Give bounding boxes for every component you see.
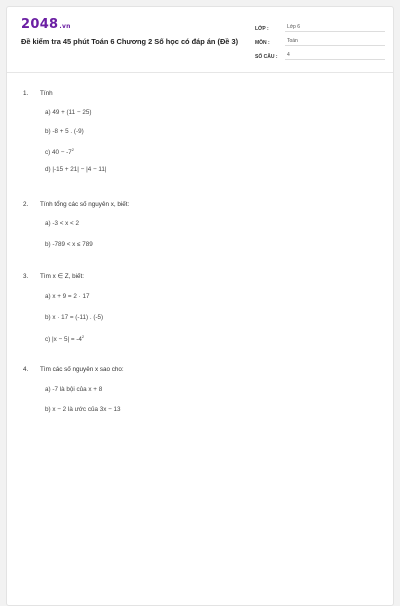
- question-item-text: c) |x − 5| = -4: [45, 336, 82, 344]
- question-item: a) 49 + (11 − 25): [45, 109, 92, 116]
- question-1: [23, 90, 373, 97]
- question-item: d) |-15 + 21| − |4 − 11|: [45, 166, 107, 173]
- question-4: [23, 366, 373, 373]
- meta-class-value: Lớp 6: [285, 24, 385, 32]
- question-2: [23, 201, 373, 208]
- question-text: Tìm các số nguyên x sao cho:: [40, 366, 124, 373]
- meta-class-row: [255, 19, 385, 32]
- question-item: b) -8 + 5 . (-9): [45, 128, 84, 135]
- question-item-text: c) 40 − -7: [45, 149, 72, 157]
- logo-text: 2048: [21, 17, 59, 32]
- question-header: [23, 273, 373, 280]
- meta-subject-label: MÔN :: [255, 40, 270, 46]
- document-page: [6, 6, 394, 606]
- question-3: [23, 273, 373, 280]
- question-item: a) -7 là bội của x + 8: [45, 386, 103, 393]
- meta-class-label: LỚP :: [255, 26, 269, 32]
- question-text: Tính tổng các số nguyên x, biết:: [40, 201, 130, 208]
- exponent: 2: [71, 147, 75, 152]
- question-item: b) x − 2 là ước của 3x − 13: [45, 406, 121, 413]
- question-text: Tìm x ∈ Z, biết:: [40, 273, 84, 280]
- question-header: [23, 90, 373, 97]
- site-logo[interactable]: [21, 17, 71, 32]
- question-item: b) x · 17 = (-11) . (-5): [45, 314, 104, 321]
- meta-count-value: 4: [285, 52, 385, 60]
- question-item: a) x + 9 = 2 · 17: [45, 293, 90, 300]
- question-number: 2.: [23, 201, 29, 208]
- meta-count-row: [255, 47, 385, 60]
- question-item: a) -3 < x < 2: [45, 220, 79, 227]
- document-header: [7, 7, 393, 73]
- document-title: Đề kiểm tra 45 phút Toán 6 Chương 2 Số học có đáp án (Đề 3): [21, 37, 239, 46]
- question-item: [45, 334, 84, 343]
- meta-subject-value: Toán: [285, 38, 385, 46]
- question-number: 4.: [23, 366, 29, 373]
- document-meta: [255, 19, 385, 61]
- question-number: 3.: [23, 273, 29, 280]
- meta-count-label: SỐ CÂU :: [255, 54, 278, 60]
- question-item: b) -789 < x ≤ 789: [45, 241, 93, 248]
- question-number: 1.: [23, 90, 29, 97]
- exponent: 2: [81, 334, 85, 339]
- question-item: [45, 147, 74, 156]
- question-header: [23, 366, 373, 373]
- question-header: [23, 201, 373, 208]
- meta-subject-row: [255, 33, 385, 46]
- logo-suffix: .vn: [59, 23, 71, 30]
- question-text: Tính: [40, 90, 53, 97]
